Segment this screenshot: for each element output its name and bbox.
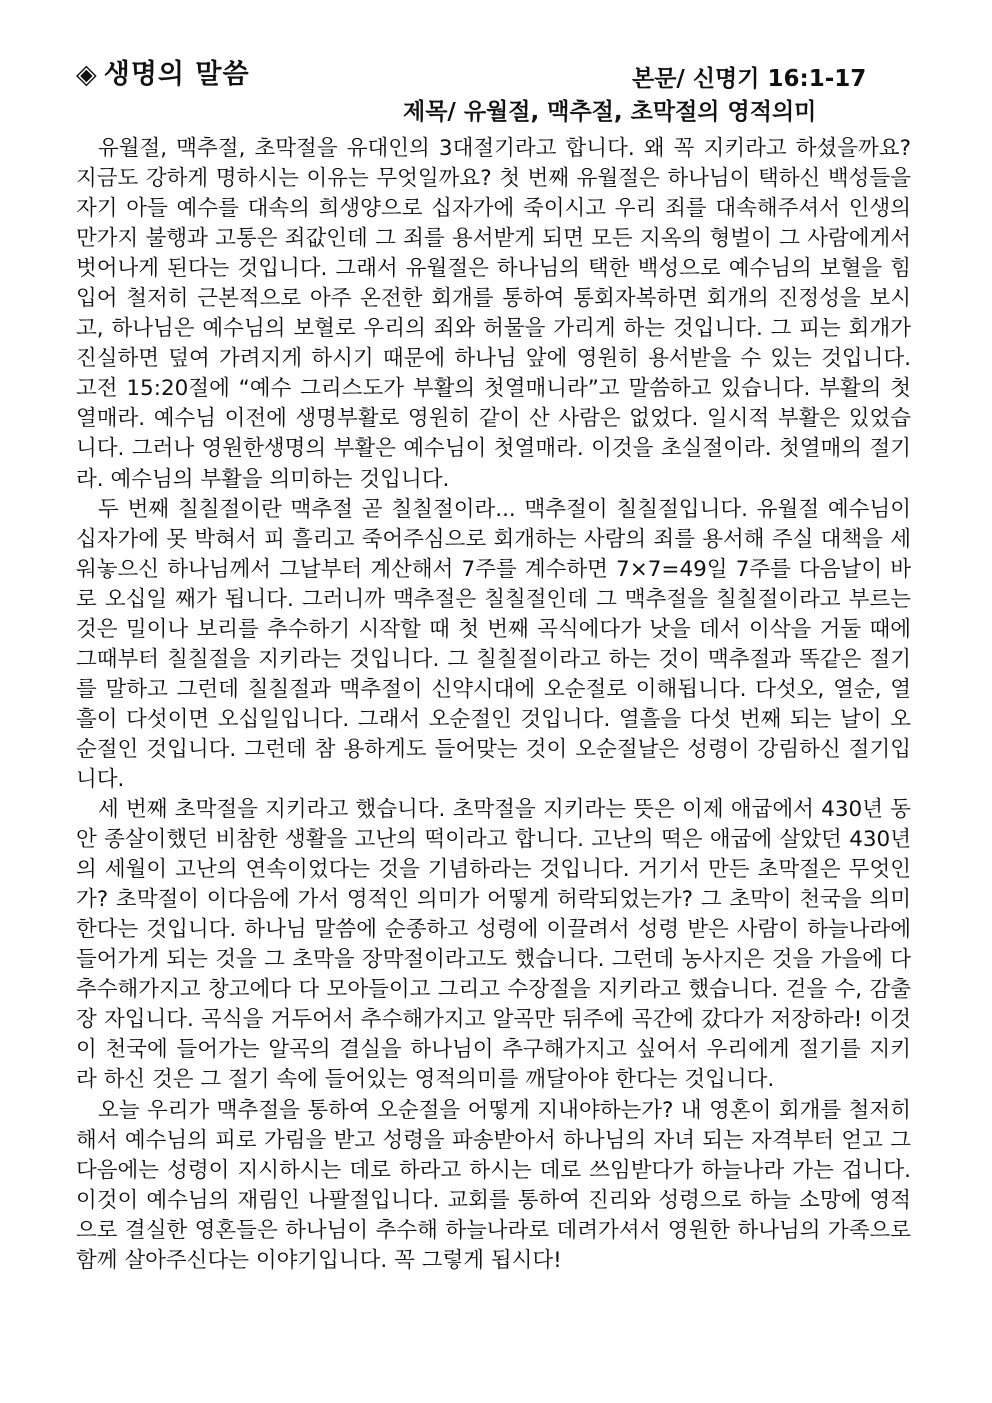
sermon-heading <box>76 52 250 91</box>
sermon-body <box>76 134 911 1276</box>
paragraph-pentecost: 두 번째 칠칠절이란 맥추절 곧 칠칠절이라... 맥추절이 칠칠절입니다. 유월절 예수님이 십자가에 못 박혀서 피 흘리고 죽어주심으로 회개하는 사람의 죄를 용서해 주실 대책을 세워놓으신 하나님께서 그날부터 계산해서 7주를 계수하면 7×7=49일 7주를 다음날이 바로 오십일 째가 됩니다. 그러니까 맥추절은 칠칠절인데 그 맥추절을 칠칠절이라고 부르는 것은 밀이나 보리를 추수하기 시작할 때 첫 번째 곡식에다가 낫을 데서 이삭을 거둘 때에 그때부터 칠칠절을 지키라는 것입니다. 그 칠칠절이라고 하는 것이 맥추절과 똑같은 절기를 말하고 그런데 칠칠절과 맥추절이 신약시대에 오순절로 이해됩니다. 다섯오, 열순, 열흘이 다섯이면 오십일입니다. 그래서 오순절인 것입니다. 열흘을 다섯 번째 되는 날이 오순절인 것입니다. 그런데 참 용하게도 들어맞는 것이 오순절날은 성령이 강림하신 절기입니다. <box>76 496 911 792</box>
paragraph-tabernacles: 세 번째 초막절을 지키라고 했습니다. 초막절을 지키라는 뜻은 이제 애굽에서 430년 동안 종살이했던 비참한 생활을 고난의 떡이라고 합니다. 고난의 떡은 애굽에 살았던 430년의 세월이 고난의 연속이었다는 것을 기념하라는 것입니다. 거기서 만든 초막절은 무엇인가? 초막절이 이다음에 가서 영적인 의미가 어떻게 허락되었는가? 그 초막이 천국을 의미한다는 것입니다. 하나님 말씀에 순종하고 성령에 이끌려서 성령 받은 사람이 하늘나라에 들어가게 되는 것을 그 초막을 장막절이라고도 했습니다. 그런데 농사지은 것을 가을에 다 추수해가지고 창고에다 다 모아들이고 그리고 수장절을 지키라고 했습니다. 걷을 수, 감출 장 자입니다. 곡식을 거두어서 추수해가지고 알곡만 뒤주에 곡간에 갔다가 저장하라! 이것이 천국에 들어가는 알곡의 결실을 하나님이 추구해가지고 싶어서 우리에게 절기를 지키라 하신 것은 그 절기 속에 들어있는 영적의미를 깨달아야 한다는 것입니다. <box>76 797 911 1093</box>
sermon-title: 생명의 말씀 <box>103 59 250 90</box>
sermon-subject: 제목/ 유월절, 맥추절, 초막절의 영적의미 <box>403 99 817 125</box>
paragraph-conclusion: 오늘 우리가 맥추절을 통하여 오순절을 어떻게 지내야하는가? 내 영혼이 회개를 철저히 해서 예수님의 피로 가림을 받고 성령을 파송받아서 하나님의 자녀 되는 자격부터 얻고 그 다음에는 성령이 지시하시는 데로 하라고 하시는 데로 쓰임받다가 하늘나라 가는 겁니다. 이것이 예수님의 재림인 나팔절입니다. 교회를 통하여 진리와 성령으로 하늘 소망에 영적으로 결실한 영혼들은 하나님이 추수해 하늘나라로 데려가셔서 영원한 하나님의 가족으로 함께 살아주신다는 이야기입니다. 꼭 그렇게 됩시다! <box>76 1097 911 1273</box>
paragraph-passover: 유월절, 맥추절, 초막절을 유대인의 3대절기라고 합니다. 왜 꼭 지키라고 하셨을까요? 지금도 강하게 명하시는 이유는 무엇일까요? 첫 번째 유월절은 하나님이 택하신 백성들을 자기 아들 예수를 대속의 희생양으로 십자가에 죽이시고 우리 죄를 대속해주셔서 인생의 만가지 불행과 고통은 죄값인데 그 죄를 용서받게 되면 모든 지옥의 형벌이 그 사람에게서 벗어나게 된다는 것입니다. 그래서 유월절은 하나님의 택한 백성으로 예수님의 보혈을 힘입어 철저히 근본적으로 아주 온전한 회개를 통하여 통회자복하면 회개의 진정성을 보시고, 하나님은 예수님의 보혈로 우리의 죄와 허물을 가리게 하는 것입니다. 그 피는 회개가 진실하면 덮여 가려지게 하시기 때문에 하나님 앞에 영원히 용서받을 수 있는 것입니다. 고전 15:20절에 “예수 그리스도가 부활의 첫열매니라”고 말씀하고 있습니다. 부활의 첫 열매라. 예수님 이전에 생명부활로 영원히 같이 산 사람은 없었다. 일시적 부활은 있었습니다. 그러나 영원한생명의 부활은 예수님이 첫열매라. 이것을 초실절이라. 첫열매의 절기라. 예수님의 부활을 의미하는 것입니다. <box>76 136 911 492</box>
scripture-reference: 본문/ 신명기 16:1-17 <box>632 66 867 92</box>
diamond-bullet-icon: ◈ <box>76 59 98 90</box>
